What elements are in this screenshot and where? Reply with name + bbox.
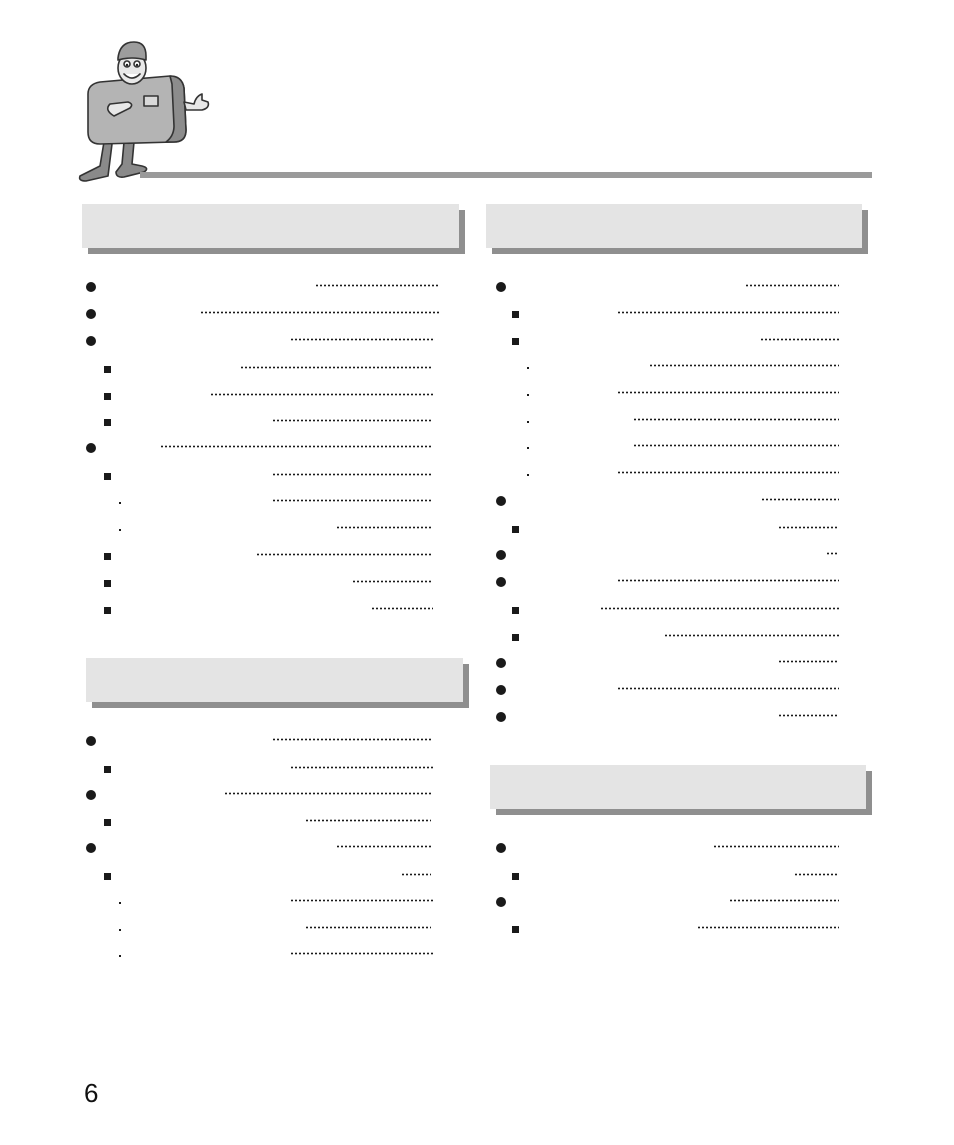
dot-leader — [794, 873, 839, 876]
dot-leader — [745, 284, 839, 287]
dot-leader — [649, 364, 839, 367]
dot-leader — [617, 471, 839, 474]
dot-leader — [371, 607, 433, 610]
dot-leader — [290, 952, 433, 955]
square-bullet-icon — [104, 766, 111, 773]
square-bullet-icon — [512, 926, 519, 933]
dot-leader — [336, 526, 431, 529]
square-bullet-icon — [512, 338, 519, 345]
dot-leader — [778, 714, 839, 717]
dot-leader — [617, 311, 839, 314]
square-bullet-icon — [512, 873, 519, 880]
dot-leader — [160, 445, 431, 448]
square-bullet-icon — [104, 553, 111, 560]
small-point-icon — [119, 529, 121, 531]
dot-leader — [633, 444, 839, 447]
dot-leader — [729, 899, 839, 902]
circle-bullet-icon — [496, 658, 506, 668]
square-bullet-icon — [104, 393, 111, 400]
circle-bullet-icon — [496, 496, 506, 506]
dot-leader — [290, 899, 433, 902]
dot-leader — [664, 634, 839, 637]
small-point-icon — [119, 502, 121, 504]
circle-bullet-icon — [86, 336, 96, 346]
dot-leader — [778, 660, 839, 663]
dot-leader — [697, 926, 839, 929]
square-bullet-icon — [104, 366, 111, 373]
small-point-icon — [119, 902, 121, 904]
square-bullet-icon — [104, 607, 111, 614]
circle-bullet-icon — [496, 550, 506, 560]
square-bullet-icon — [104, 873, 111, 880]
dot-leader — [760, 338, 839, 341]
dot-leader — [305, 926, 431, 929]
dot-leader — [256, 553, 431, 556]
small-point-icon — [527, 447, 529, 449]
dot-leader — [210, 393, 433, 396]
dot-leader — [272, 738, 431, 741]
dot-leader — [600, 607, 839, 610]
dot-leader — [761, 498, 839, 501]
dot-leader — [305, 819, 431, 822]
square-bullet-icon — [512, 311, 519, 318]
small-point-icon — [119, 929, 121, 931]
dot-leader — [352, 580, 431, 583]
small-point-icon — [527, 394, 529, 396]
dot-leader — [778, 526, 839, 529]
square-bullet-icon — [104, 419, 111, 426]
dot-leader — [826, 552, 839, 555]
dot-leader — [272, 419, 431, 422]
small-point-icon — [527, 474, 529, 476]
square-bullet-icon — [512, 634, 519, 641]
dot-leader — [617, 579, 839, 582]
circle-bullet-icon — [496, 577, 506, 587]
circle-bullet-icon — [496, 897, 506, 907]
dot-leader — [240, 366, 431, 369]
circle-bullet-icon — [86, 309, 96, 319]
square-bullet-icon — [512, 526, 519, 533]
small-point-icon — [527, 421, 529, 423]
dot-leader — [713, 845, 839, 848]
circle-bullet-icon — [496, 685, 506, 695]
dot-leader — [315, 284, 439, 287]
dot-leader — [290, 766, 433, 769]
dot-leader — [290, 338, 433, 341]
circle-bullet-icon — [86, 443, 96, 453]
square-bullet-icon — [104, 819, 111, 826]
circle-bullet-icon — [496, 282, 506, 292]
square-bullet-icon — [104, 473, 111, 480]
dot-leader — [224, 792, 431, 795]
dot-leader — [336, 845, 431, 848]
small-point-icon — [527, 367, 529, 369]
circle-bullet-icon — [496, 843, 506, 853]
dot-leader — [617, 687, 839, 690]
dot-leader — [633, 418, 839, 421]
circle-bullet-icon — [86, 843, 96, 853]
dot-leader — [200, 311, 439, 314]
page-number: 6 — [84, 1078, 99, 1108]
small-point-icon — [119, 955, 121, 957]
square-bullet-icon — [512, 607, 519, 614]
dot-leader — [617, 391, 839, 394]
dot-leader — [272, 473, 431, 476]
square-bullet-icon — [104, 580, 111, 587]
dot-leader — [272, 499, 431, 502]
circle-bullet-icon — [496, 712, 506, 722]
dot-leader — [401, 873, 431, 876]
circle-bullet-icon — [86, 790, 96, 800]
circle-bullet-icon — [86, 736, 96, 746]
circle-bullet-icon — [86, 282, 96, 292]
